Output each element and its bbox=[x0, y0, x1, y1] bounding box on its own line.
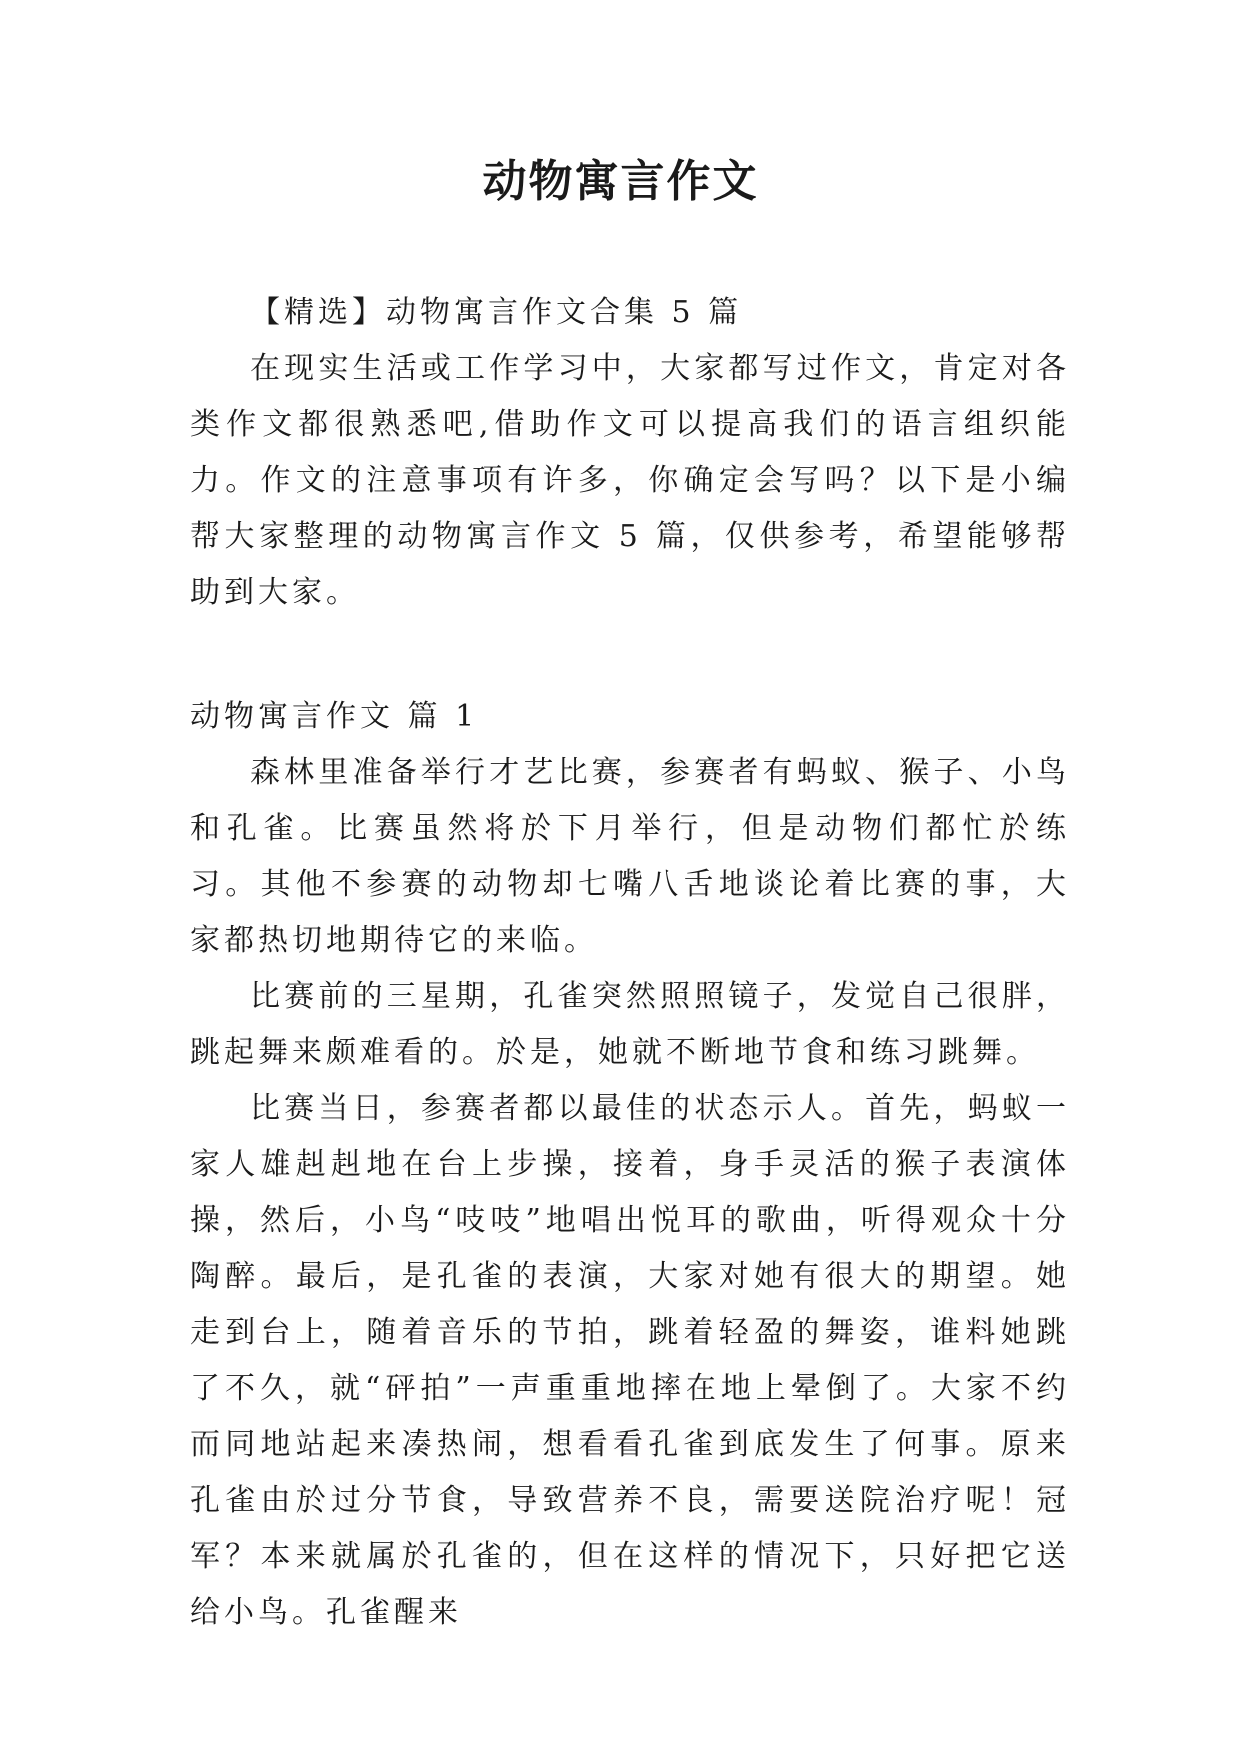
section-spacer bbox=[190, 621, 1070, 689]
section-heading: 动物寓言作文 篇 1 bbox=[190, 699, 479, 734]
document-title: 动物寓言作文 bbox=[482, 156, 759, 207]
story-paragraph: 比赛前的三星期，孔雀突然照照镜子，发觉自己很胖，跳起舞来颇难看的。於是，她就不断地节食和练习跳舞。 bbox=[190, 979, 1070, 1070]
story-paragraph: 森林里准备举行才艺比赛，参赛者有蚂蚁、猴子、小鸟和孔雀。比赛虽然将於下月举行，但是动物们都忙於练习。其他不参赛的动物却七嘴八舌地谈论着比赛的事，大家都热切地期待它的来临。 bbox=[190, 755, 1070, 958]
document-body bbox=[190, 285, 1070, 1641]
intro-line: 【精选】动物寓言作文合集 5 篇 bbox=[250, 295, 743, 330]
story-paragraph: 比赛当日，参赛者都以最佳的状态示人。首先，蚂蚁一家人雄赳赳地在台上步操，接着，身手灵活的猴子表演体操，然后，小鸟“吱吱”地唱出悦耳的歌曲，听得观众十分陶醉。最后，是孔雀的表演，大家对她有很大的期望。她走到台上，随着音乐的节拍，跳着轻盈的舞姿，谁料她跳了不久，就“砰拍”一声重重地摔在地上晕倒了。大家不约而同地站起来凑热闹，想看看孔雀到底发生了何事。原来孔雀由於过分节食，导致营养不良，需要送院治疗呢！冠军？本来就属於孔雀的，但在这样的情况下，只好把它送给小鸟。孔雀醒来 bbox=[190, 1091, 1070, 1630]
intro-paragraph: 在现实生活或工作学习中，大家都写过作文，肯定对各类作文都很熟悉吧,借助作文可以提高我们的语言组织能力。作文的注意事项有许多，你确定会写吗？以下是小编帮大家整理的动物寓言作文 5 篇，仅供参考，希望能够帮助到大家。 bbox=[190, 351, 1070, 610]
